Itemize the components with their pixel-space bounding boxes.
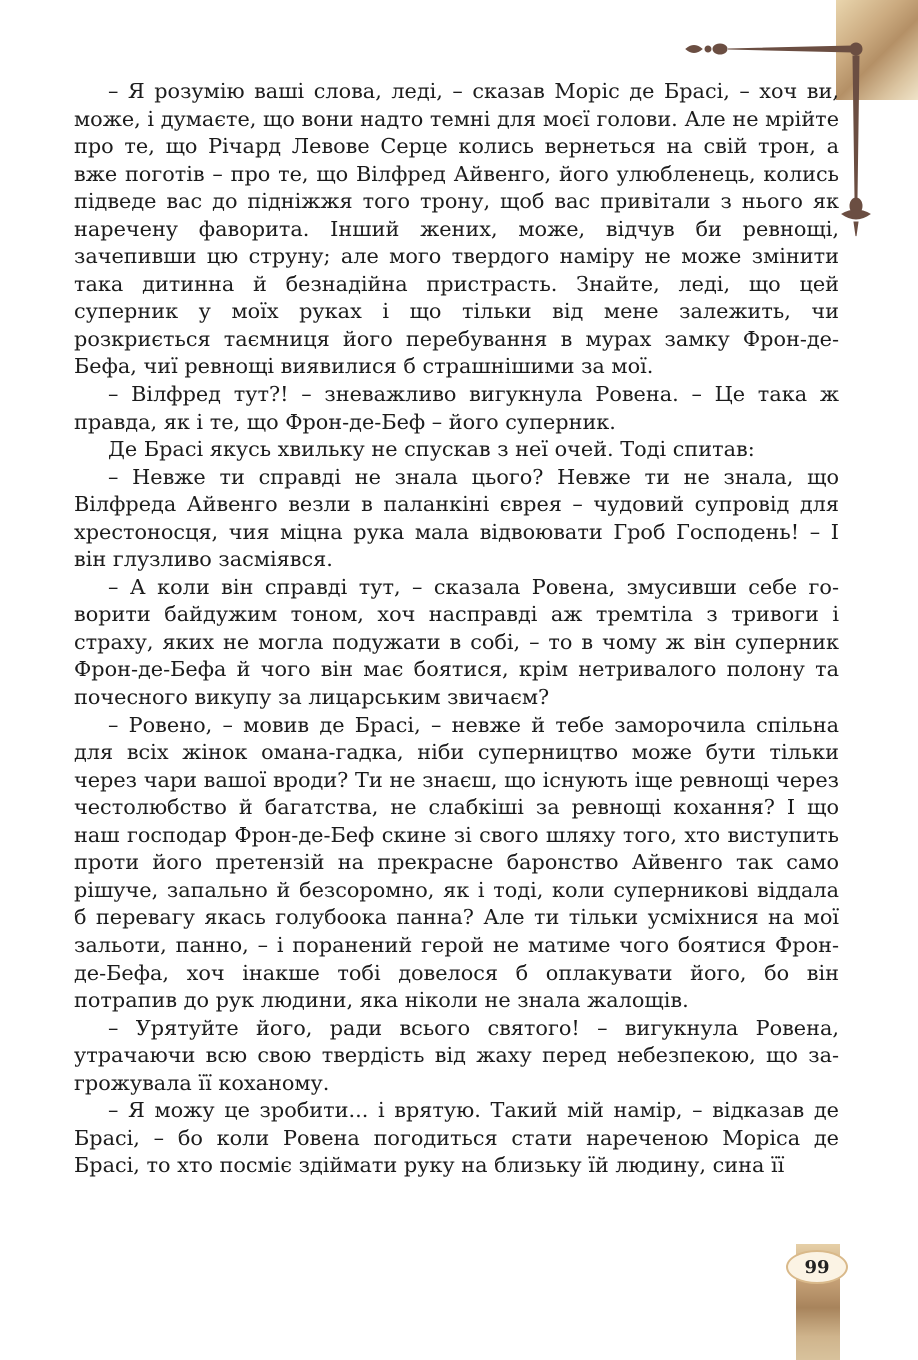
page-number: 99 <box>786 1250 848 1284</box>
paragraph: – Я розумію ваші слова, леді, – сказав Моріс де Брасі, – хоч ви, може, і думаєте, що вони надто темні для моєї голови. Але не мрійте про те, що Річард Левове Серце колись вернеться на свій трон, а вже поготів – про те, що Вілфред Айвенго, його улюбленець, колись підведе вас до підніжжя того трону, щоб вас привітали з нього як наречену фаворита. Інший жених, може, відчув би ревнощі, зачепивши цю струну; але мого твердого наміру не може змінити така дитинна й безнадійна пристрасть. Знайте, леді, що цей суперник у моїх руках і що тільки від мене залежить, чи розкриється таємниця його перебування в мурах замку Фрон-де-Бефа, чиї ревнощі виявилися б страшнішими за мої. <box>74 79 839 379</box>
paragraph: – Я можу це зробити... і врятую. Такий мій намір, – відказав де Брасі, – бо коли Ровена погодиться стати нареченою Моріса де Брасі, то хто посміє здіймати руку на близьку їй людину, сина її <box>74 1098 839 1178</box>
paragraph: – Урятуйте його, ради всього святого! – вигукнула Ровена, утрачаючи всю свою твердість від жаху перед небезпекою, що загрожувала її коханому. <box>74 1015 839 1095</box>
body-text <box>74 78 839 1180</box>
paragraph: Де Брасі якусь хвильку не спускав з неї очей. Тоді спитав: <box>108 437 755 462</box>
paragraph: – Невже ти справді не знала цього? Невже ти не знала, що Вілфреда Айвенго везли в паланкіні єврея – чудовий супровід для хрестоносця, чия міцна рука мала відвоювати Гроб Господень! – І він глузливо засміявся. <box>74 464 839 572</box>
paragraph: – Ровено, – мовив де Брасі, – невже й тебе заморочила спільна для всіх жінок омана-гадка, ніби суперництво може бути тільки через чари вашої вроди? Ти не знаєш, що існують іще ревнощі через честолюбство й багатства, не слабкіші за ревнощі кохання? І що наш господар Фрон-де-Беф скине зі свого шляху того, хто виступить проти його претензій на прекрасне баронство Айвенго так само рішуче, запально й безсоромно, як і тоді, коли суперникові віддала б перевагу якась голубоока панна? Але ти тільки усміхнися на мої зальоти, панно, – і поранений герой не матиме чого боятися Фрон-де-Бефа, хоч інакше тобі довелося б оплакувати його, бо він потрапив до рук людини, яка ніколи не знала жалощів. <box>74 712 839 1013</box>
paragraph: – Вілфред тут?! – зневажливо вигукнула Ровена. – Це така ж правда, як і те, що Фрон-де-Беф – його суперник. <box>74 382 839 434</box>
paragraph: – А коли він справді тут, – сказала Ровена, змусивши себе говорити байдужим тоном, хоч насправді аж тремтіла з тривоги і страху, яких не могла подужати в собі, – то в чому ж він суперник Фрон-де-Бефа й чого він має боятися, крім нетривалого полону та почесного викупу за лицарським звичаєм? <box>74 574 839 710</box>
